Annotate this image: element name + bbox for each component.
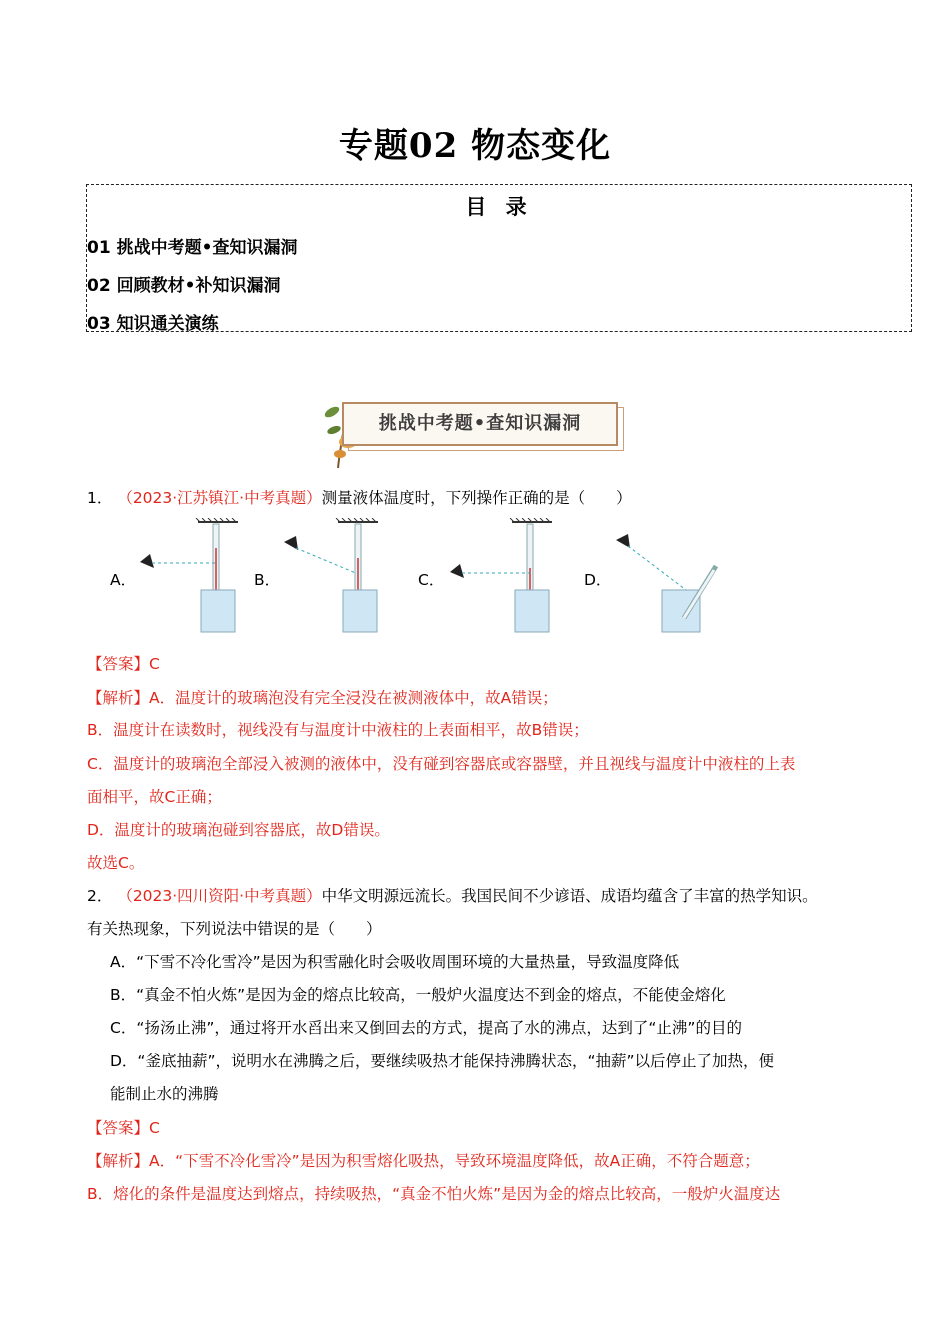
question-source: （2023·四川资阳·中考真题） [117, 887, 322, 905]
thermometer-figures [138, 518, 738, 638]
answer-1: 【答案】C [87, 655, 160, 673]
question-number: 1． [87, 489, 113, 507]
figure-b-icon [284, 518, 378, 632]
option-a-label[interactable]: A． [110, 571, 137, 589]
option-b[interactable]: B．“真金不怕火炼”是因为金的熔点比较高，一般炉火温度达不到金的熔点，不能使金熔化 [110, 986, 726, 1004]
analysis-2-line-2: B．熔化的条件是温度达到熔点，持续吸热，“真金不怕火炼”是因为金的熔点比较高，一般炉火温度达 [87, 1185, 781, 1203]
figure-d-icon [616, 534, 716, 632]
question-2 [87, 884, 818, 906]
analysis-1-line-5: D．温度计的玻璃泡碰到容器底，故D错误。 [87, 821, 390, 839]
option-a[interactable]: A．“下雪不冷化雪冷”是因为积雪融化时会吸收周围环境的大量热量，导致温度降低 [110, 953, 680, 971]
toc-item-1[interactable]: 01 挑战中考题•查知识漏洞 [87, 238, 298, 258]
answer-2: 【答案】C [87, 1119, 160, 1137]
analysis-1-line-4: 面相平，故C正确； [87, 788, 222, 806]
analysis-1-line-1: 【解析】A．温度计的玻璃泡没有完全浸没在被测液体中，故A错误； [87, 689, 558, 707]
toc-item-2[interactable]: 02 回顾教材•补知识漏洞 [87, 276, 281, 296]
toc-item-3[interactable]: 03 知识通关演练 [87, 314, 219, 334]
option-b-label[interactable]: B． [254, 571, 281, 589]
toc-heading: 目 录 [465, 195, 533, 219]
question-2-stem-cont: 有关热现象，下列说法中错误的是（ ） [87, 920, 382, 938]
analysis-2-line-1: 【解析】A．“下雪不冷化雪冷”是因为积雪熔化吸热，导致环境温度降低，故A正确，不符合题意； [87, 1152, 760, 1170]
question-number: 2． [87, 887, 113, 905]
section-banner [318, 398, 624, 470]
question-source: （2023·江苏镇江·中考真题） [117, 489, 322, 507]
page-title: 专题02 物态变化 [338, 126, 612, 166]
banner-title: 挑战中考题•查知识漏洞 [378, 413, 582, 434]
analysis-1-line-6: 故选C。 [87, 854, 145, 872]
option-c-label[interactable]: C． [418, 571, 445, 589]
option-c[interactable]: C．“扬汤止沸”，通过将开水舀出来又倒回去的方式，提高了水的沸点，达到了“止沸”的目的 [110, 1019, 742, 1037]
option-d-cont: 能制止水的沸腾 [110, 1085, 219, 1103]
option-d[interactable]: D．“釜底抽薪”，说明水在沸腾之后，要继续吸热才能保持沸腾状态，“抽薪”以后停止了加热，便 [110, 1052, 775, 1070]
question-1 [87, 486, 632, 508]
table-of-contents [86, 184, 912, 332]
analysis-1-line-3: C．温度计的玻璃泡全部浸入被测的液体中，没有碰到容器底或容器壁，并且视线与温度计中液柱的上表 [87, 755, 796, 773]
figure-c-icon [450, 518, 552, 632]
analysis-1-line-2: B．温度计在读数时，视线没有与温度计中液柱的上表面相平，故B错误； [87, 721, 589, 739]
option-d-label[interactable]: D． [584, 571, 612, 589]
figure-a-icon [140, 518, 238, 632]
question-stem: 中华文明源远流长。我国民间不少谚语、成语均蕴含了丰富的热学知识。 [321, 887, 818, 905]
question-stem: 测量液体温度时，下列操作正确的是（ ） [321, 489, 632, 507]
